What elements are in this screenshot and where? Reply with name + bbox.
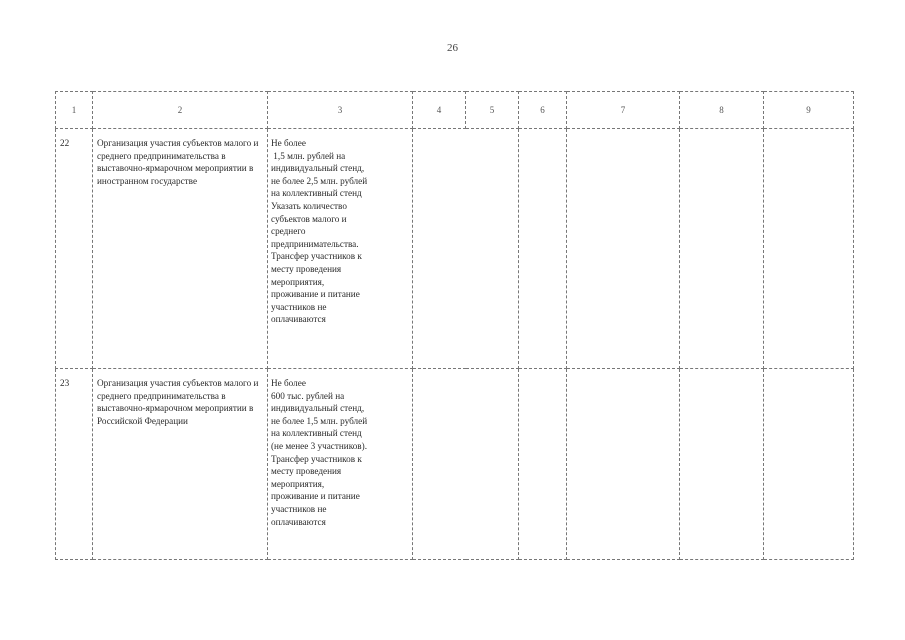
table-row [56, 369, 854, 560]
conditions-line: месту проведения [271, 263, 342, 274]
conditions-line: оплачиваются [271, 314, 326, 325]
conditions-line: Трансфер участников к [271, 251, 362, 262]
conditions-line: индивидуальный стенд, [271, 163, 365, 174]
empty-cell [680, 369, 764, 560]
conditions-line: проживание и питание [271, 491, 360, 502]
header-cell: 3 [268, 92, 413, 129]
empty-cell [567, 129, 680, 369]
conditions-line: Трансфер участников к [271, 453, 362, 464]
header-cell: 8 [680, 92, 764, 129]
conditions-line: индивидуальный стенд, [271, 403, 365, 414]
conditions-line: проживание и питание [271, 289, 360, 300]
subsidy-table [55, 91, 854, 560]
conditions-line: не более 1,5 млн. рублей [271, 415, 368, 426]
page-number: 26 [447, 42, 458, 54]
empty-cell [519, 369, 567, 560]
table-row [56, 129, 854, 369]
conditions-line: 600 тыс. рублей на [271, 390, 345, 401]
conditions-line: участников не [271, 503, 327, 514]
conditions-line: мероприятия, [271, 478, 325, 489]
header-cell: 9 [764, 92, 854, 129]
header-cell: 4 [413, 92, 466, 129]
conditions-line: среднего [271, 226, 306, 237]
measure-name-cell: Организация участия субъектов малого и среднего предпринимательства в выставочно-ярмарочном мероприятии в иностранном государстве [93, 129, 268, 369]
row-number-cell: 22 [56, 129, 93, 369]
conditions-line: предпринимательства. [271, 238, 359, 249]
measure-name-cell: Организация участия субъектов малого и среднего предпринимательства в выставочно-ярмарочном мероприятии в Российской Федерации [93, 369, 268, 560]
conditions-line: на коллективный стенд [271, 188, 362, 199]
conditions-line: на коллективный стенд [271, 428, 362, 439]
conditions-line: Указать количество [271, 200, 347, 211]
conditions-line: оплачиваются [271, 516, 326, 527]
conditions-line: мероприятия, [271, 276, 325, 287]
conditions-cell [268, 129, 413, 369]
empty-cell [680, 129, 764, 369]
header-cell: 5 [466, 92, 519, 129]
conditions-cell [268, 369, 413, 560]
table-header-row [56, 92, 854, 129]
conditions-line: участников не [271, 301, 327, 312]
header-cell: 7 [567, 92, 680, 129]
header-cell: 6 [519, 92, 567, 129]
conditions-line: Не более [271, 378, 306, 388]
empty-cell [519, 129, 567, 369]
conditions-line: не более 2,5 млн. рублей [271, 175, 368, 186]
row-number-cell: 23 [56, 369, 93, 560]
empty-cell [764, 129, 854, 369]
empty-cell-4-5 [413, 129, 519, 369]
conditions-line: субъектов малого и [271, 213, 347, 224]
conditions-line: месту проведения [271, 466, 342, 477]
header-cell: 1 [56, 92, 93, 129]
empty-cell [567, 369, 680, 560]
conditions-line: Не более [271, 138, 306, 148]
empty-cell [764, 369, 854, 560]
header-cell: 2 [93, 92, 268, 129]
conditions-line: 1,5 млн. рублей на [271, 150, 346, 161]
empty-cell-4-5 [413, 369, 519, 560]
conditions-line: (не менее 3 участников). [271, 440, 368, 451]
